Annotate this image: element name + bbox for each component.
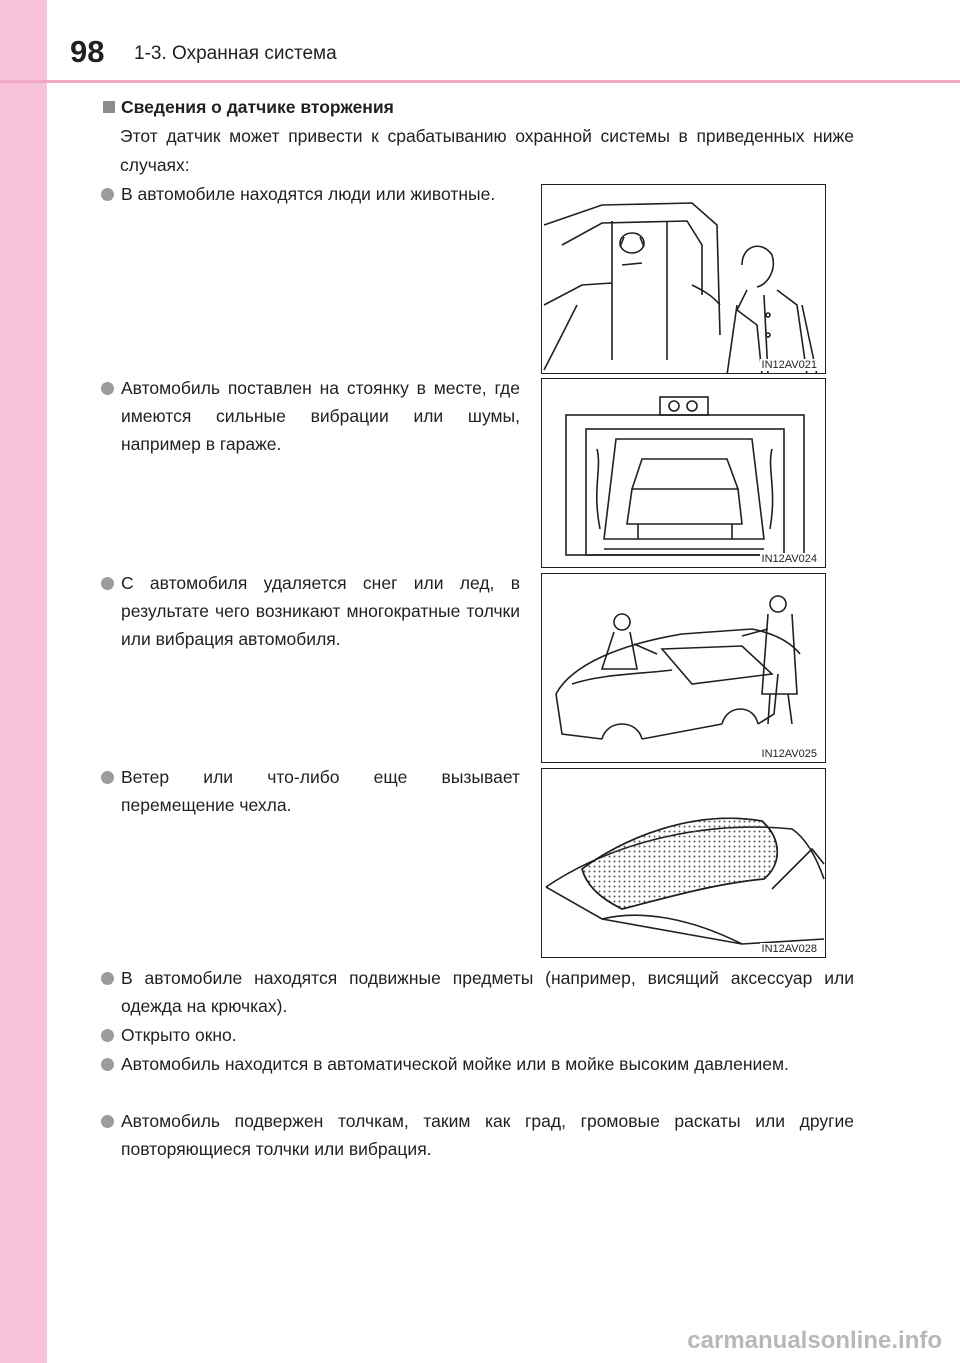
bullet-icon: [101, 1115, 114, 1128]
figure-car-wash-garage: [541, 378, 826, 568]
list-item: [101, 569, 520, 653]
bullet-icon: [101, 1029, 114, 1042]
garage-illustration: [542, 379, 826, 568]
figure-snow-removal: [541, 573, 826, 763]
bullet-icon: [101, 771, 114, 784]
square-bullet-icon: [103, 101, 115, 113]
bullet-icon: [101, 382, 114, 395]
list-item-text: Автомобиль подвержен толчкам, таким как град, громовые раскаты или другие повторяющиеся толчки или вибрация.: [121, 1111, 854, 1159]
list-item: [101, 374, 520, 458]
car-cover-illustration: [542, 769, 826, 958]
list-item-text: В автомобиле находятся подвижные предметы (например, висящий аксессуар или одежда на крючках).: [121, 968, 854, 1016]
figure-code: IN12AV024: [761, 553, 817, 565]
list-item: [101, 1021, 854, 1049]
list-item: [101, 964, 854, 1020]
list-item: [101, 763, 520, 819]
figure-car-cover: [541, 768, 826, 958]
side-strip: [0, 0, 47, 1363]
list-item-text: Автомобиль поставлен на стоянку в месте, где имеются сильные вибрации или шумы, например в гараже.: [121, 378, 520, 454]
bullet-icon: [101, 577, 114, 590]
list-item-text: Ветер или что-либо еще вызывает перемещение чехла.: [121, 767, 520, 815]
list-item: [101, 180, 520, 208]
chapter-title: 1-3. Охранная система: [134, 43, 337, 64]
figure-code: IN12AV028: [761, 943, 817, 955]
list-item: [101, 1107, 854, 1163]
list-item-text: Открыто окно.: [121, 1025, 237, 1045]
watermark: carmanualsonline.info: [687, 1327, 942, 1354]
figure-people-in-car: [541, 184, 826, 374]
car-with-dog-illustration: [542, 185, 826, 374]
intro-paragraph: Этот датчик может привести к срабатыванию охранной системы в приведенных ниже случаях:: [120, 126, 854, 175]
list-item-text: Автомобиль находится в автоматической мойке или в мойке высоким давлением.: [121, 1054, 789, 1074]
header-divider: [0, 80, 960, 83]
section-heading-text: Сведения о датчике вторжения: [121, 97, 394, 117]
bullet-icon: [101, 188, 114, 201]
header-white-area: [47, 0, 960, 80]
bullet-icon: [101, 1058, 114, 1071]
section-heading: [103, 96, 394, 118]
list-item-text: С автомобиля удаляется снег или лед, в результате чего возникают многократные толчки или вибрация автомобиля.: [121, 573, 520, 649]
figure-code: IN12AV021: [761, 359, 817, 371]
page-number: 98: [70, 34, 105, 69]
figure-code: IN12AV025: [761, 748, 817, 760]
snow-removal-illustration: [542, 574, 826, 763]
list-item-text: В автомобиле находятся люди или животные.: [121, 184, 496, 204]
list-item: [101, 1050, 854, 1078]
bullet-icon: [101, 972, 114, 985]
